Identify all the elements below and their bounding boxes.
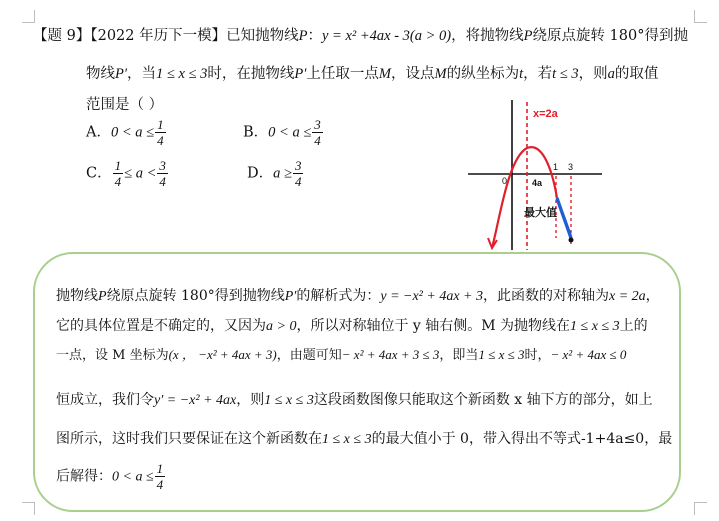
question-line-2 bbox=[86, 62, 658, 83]
axis-label: x=2a bbox=[533, 108, 558, 120]
math-inequality: 0 < a ≤ bbox=[112, 469, 154, 485]
solution-text: 抛物线 bbox=[56, 288, 98, 304]
solution-text: ，此函数的对称轴为 bbox=[483, 288, 609, 304]
question-text: ，将抛物线 bbox=[451, 28, 524, 44]
math-equation: y = x² +4ax - 3(a > 0) bbox=[321, 28, 452, 44]
math-expression: (x ， −x² + 4ax + 3) bbox=[168, 347, 277, 362]
option-b[interactable] bbox=[243, 118, 324, 147]
math-inequality: a > 0 bbox=[266, 319, 297, 334]
solution-line-3 bbox=[56, 344, 626, 363]
math-var: M bbox=[434, 66, 447, 82]
math-inequality: − x² + 4ax ≤ 0 bbox=[550, 347, 627, 362]
fraction-denominator: 4 bbox=[156, 477, 164, 492]
question-text: 上任取一点 bbox=[306, 66, 379, 82]
question-line-3: 范围是（ ） bbox=[86, 97, 164, 113]
math-var: P′ bbox=[115, 66, 128, 82]
fraction bbox=[155, 462, 166, 491]
solution-text: 图所示，这时我们只要保证在这个新函数在 bbox=[56, 431, 322, 447]
fraction-numerator: 3 bbox=[314, 117, 321, 132]
option-label: D． bbox=[247, 165, 274, 182]
fraction-numerator: 3 bbox=[294, 158, 302, 173]
parabola-curve bbox=[492, 147, 557, 248]
solution-line-6 bbox=[56, 462, 166, 491]
question-text: 时，在抛物线 bbox=[207, 66, 295, 82]
fraction bbox=[155, 118, 166, 147]
math-var: P′ bbox=[294, 66, 307, 82]
solution-text: 这段函数图像只能取这个新函数 x 轴下方的部分，如上 bbox=[313, 392, 653, 408]
solution-text: 一点，设 M 坐标为 bbox=[56, 348, 169, 363]
math-inequality: 1 ≤ x ≤ 3 bbox=[478, 347, 525, 362]
option-c[interactable] bbox=[86, 159, 169, 188]
math-inequality: 1 ≤ x ≤ 3 bbox=[322, 432, 372, 447]
math-inequality: a ≥ bbox=[273, 165, 292, 182]
solution-text: ，所以对称轴位于 y 轴右侧。M 为抛物线在 bbox=[296, 318, 571, 334]
solution-text: 的最大值小于 0，带入得出不等式-1+4a≤0，最 bbox=[371, 431, 673, 447]
math-inequality: 1 ≤ x ≤ 3 bbox=[570, 319, 620, 334]
fraction-denominator: 4 bbox=[159, 174, 166, 189]
fraction-numerator: 1 bbox=[114, 158, 122, 173]
corner-mark bbox=[22, 10, 35, 23]
parabola-sketch bbox=[462, 98, 612, 256]
fraction bbox=[312, 118, 323, 147]
solution-text: 时， bbox=[524, 348, 551, 363]
question-line-1: 【题 9】【2022 年历下一模】已知抛物线P：y = x² +4ax - 3(a > 0)，将抛物线P绕原点旋转 180°得到抛 bbox=[33, 28, 688, 44]
corner-mark bbox=[694, 502, 707, 515]
option-label: A． bbox=[86, 124, 111, 141]
vertex-label: 4a bbox=[532, 178, 543, 188]
math-inequality: 1 ≤ x ≤ 3 bbox=[264, 393, 314, 408]
endpoint-dot bbox=[569, 238, 574, 243]
question-text: 物线 bbox=[86, 66, 115, 82]
fraction bbox=[113, 159, 124, 188]
question-text: ，设点 bbox=[391, 66, 435, 82]
solution-text: 后解得： bbox=[56, 468, 112, 485]
solution-line-2 bbox=[56, 315, 648, 335]
question-text: ，当 bbox=[127, 66, 157, 82]
question-text: 的取值 bbox=[614, 66, 659, 82]
option-d[interactable] bbox=[247, 159, 304, 188]
fraction-numerator: 3 bbox=[159, 158, 166, 173]
question-text: ，若 bbox=[523, 66, 553, 82]
math-inequality: 0 < a ≤ bbox=[110, 124, 155, 141]
math-var: P bbox=[98, 289, 107, 304]
solution-text: 上的 bbox=[619, 318, 648, 334]
solution-text: 恒成立，我们令 bbox=[56, 392, 154, 408]
question-label: 【题 9】 bbox=[33, 28, 91, 44]
math-equation: x = 2a bbox=[609, 289, 646, 304]
question-text: 的纵坐标为 bbox=[446, 66, 520, 82]
fraction-numerator: 1 bbox=[157, 117, 164, 132]
math-var: P bbox=[523, 28, 533, 44]
parabola-graph bbox=[462, 98, 612, 256]
question-text: 绕原点旋转 180°得到抛 bbox=[532, 28, 688, 44]
fraction bbox=[157, 159, 168, 188]
solution-text: ， bbox=[645, 288, 660, 304]
tick-3-label: 3 bbox=[568, 162, 574, 172]
corner-mark bbox=[694, 10, 707, 23]
math-var: P bbox=[298, 28, 308, 44]
origin-label: 0 bbox=[502, 176, 508, 186]
math-var: M bbox=[378, 66, 392, 82]
question-text: 已知抛物线 bbox=[226, 28, 299, 44]
solution-text: 的解析式为： bbox=[296, 288, 381, 304]
fraction-denominator: 4 bbox=[157, 133, 164, 148]
math-equation: y = −x² + 4ax + 3 bbox=[380, 289, 483, 304]
math-inequality: 1 ≤ x ≤ 3 bbox=[156, 66, 208, 82]
question-source: 【2022 年历下一模】 bbox=[90, 28, 227, 44]
fraction-numerator: 1 bbox=[156, 461, 164, 476]
max-segment bbox=[557, 198, 571, 238]
option-label: C． bbox=[86, 165, 112, 182]
solution-line-1 bbox=[56, 285, 660, 305]
solution-text: ，则 bbox=[236, 392, 265, 408]
fraction-denominator: 4 bbox=[294, 174, 302, 189]
math-inequality: 0 < a ≤ bbox=[268, 124, 312, 141]
question-text: ，则 bbox=[578, 66, 608, 82]
option-a[interactable] bbox=[86, 118, 167, 147]
option-label: B． bbox=[243, 124, 269, 141]
solution-line-4 bbox=[56, 389, 653, 409]
math-inequality: ≤ a < bbox=[124, 165, 157, 182]
math-inequality: − x² + 4ax + 3 ≤ 3 bbox=[341, 347, 440, 362]
fraction-denominator: 4 bbox=[314, 133, 321, 148]
max-value-label: 最大值 bbox=[524, 206, 557, 219]
fraction bbox=[293, 159, 304, 188]
solution-line-5 bbox=[56, 428, 672, 448]
tick-1-label: 1 bbox=[553, 162, 559, 172]
corner-mark bbox=[22, 502, 35, 515]
solution-text: ，由题可知 bbox=[276, 348, 342, 363]
math-equation: y′ = −x² + 4ax bbox=[154, 393, 237, 408]
math-var: t bbox=[519, 66, 524, 82]
fraction-denominator: 4 bbox=[114, 174, 122, 189]
math-inequality: t ≤ 3 bbox=[552, 66, 579, 82]
solution-text: 它的具体位置是不确定的，又因为 bbox=[56, 318, 266, 334]
math-var: P′ bbox=[284, 289, 297, 304]
math-var: a bbox=[607, 66, 615, 82]
solution-text: 绕原点旋转 180°得到抛物线 bbox=[106, 288, 285, 304]
solution-text: ，即当 bbox=[439, 348, 479, 363]
